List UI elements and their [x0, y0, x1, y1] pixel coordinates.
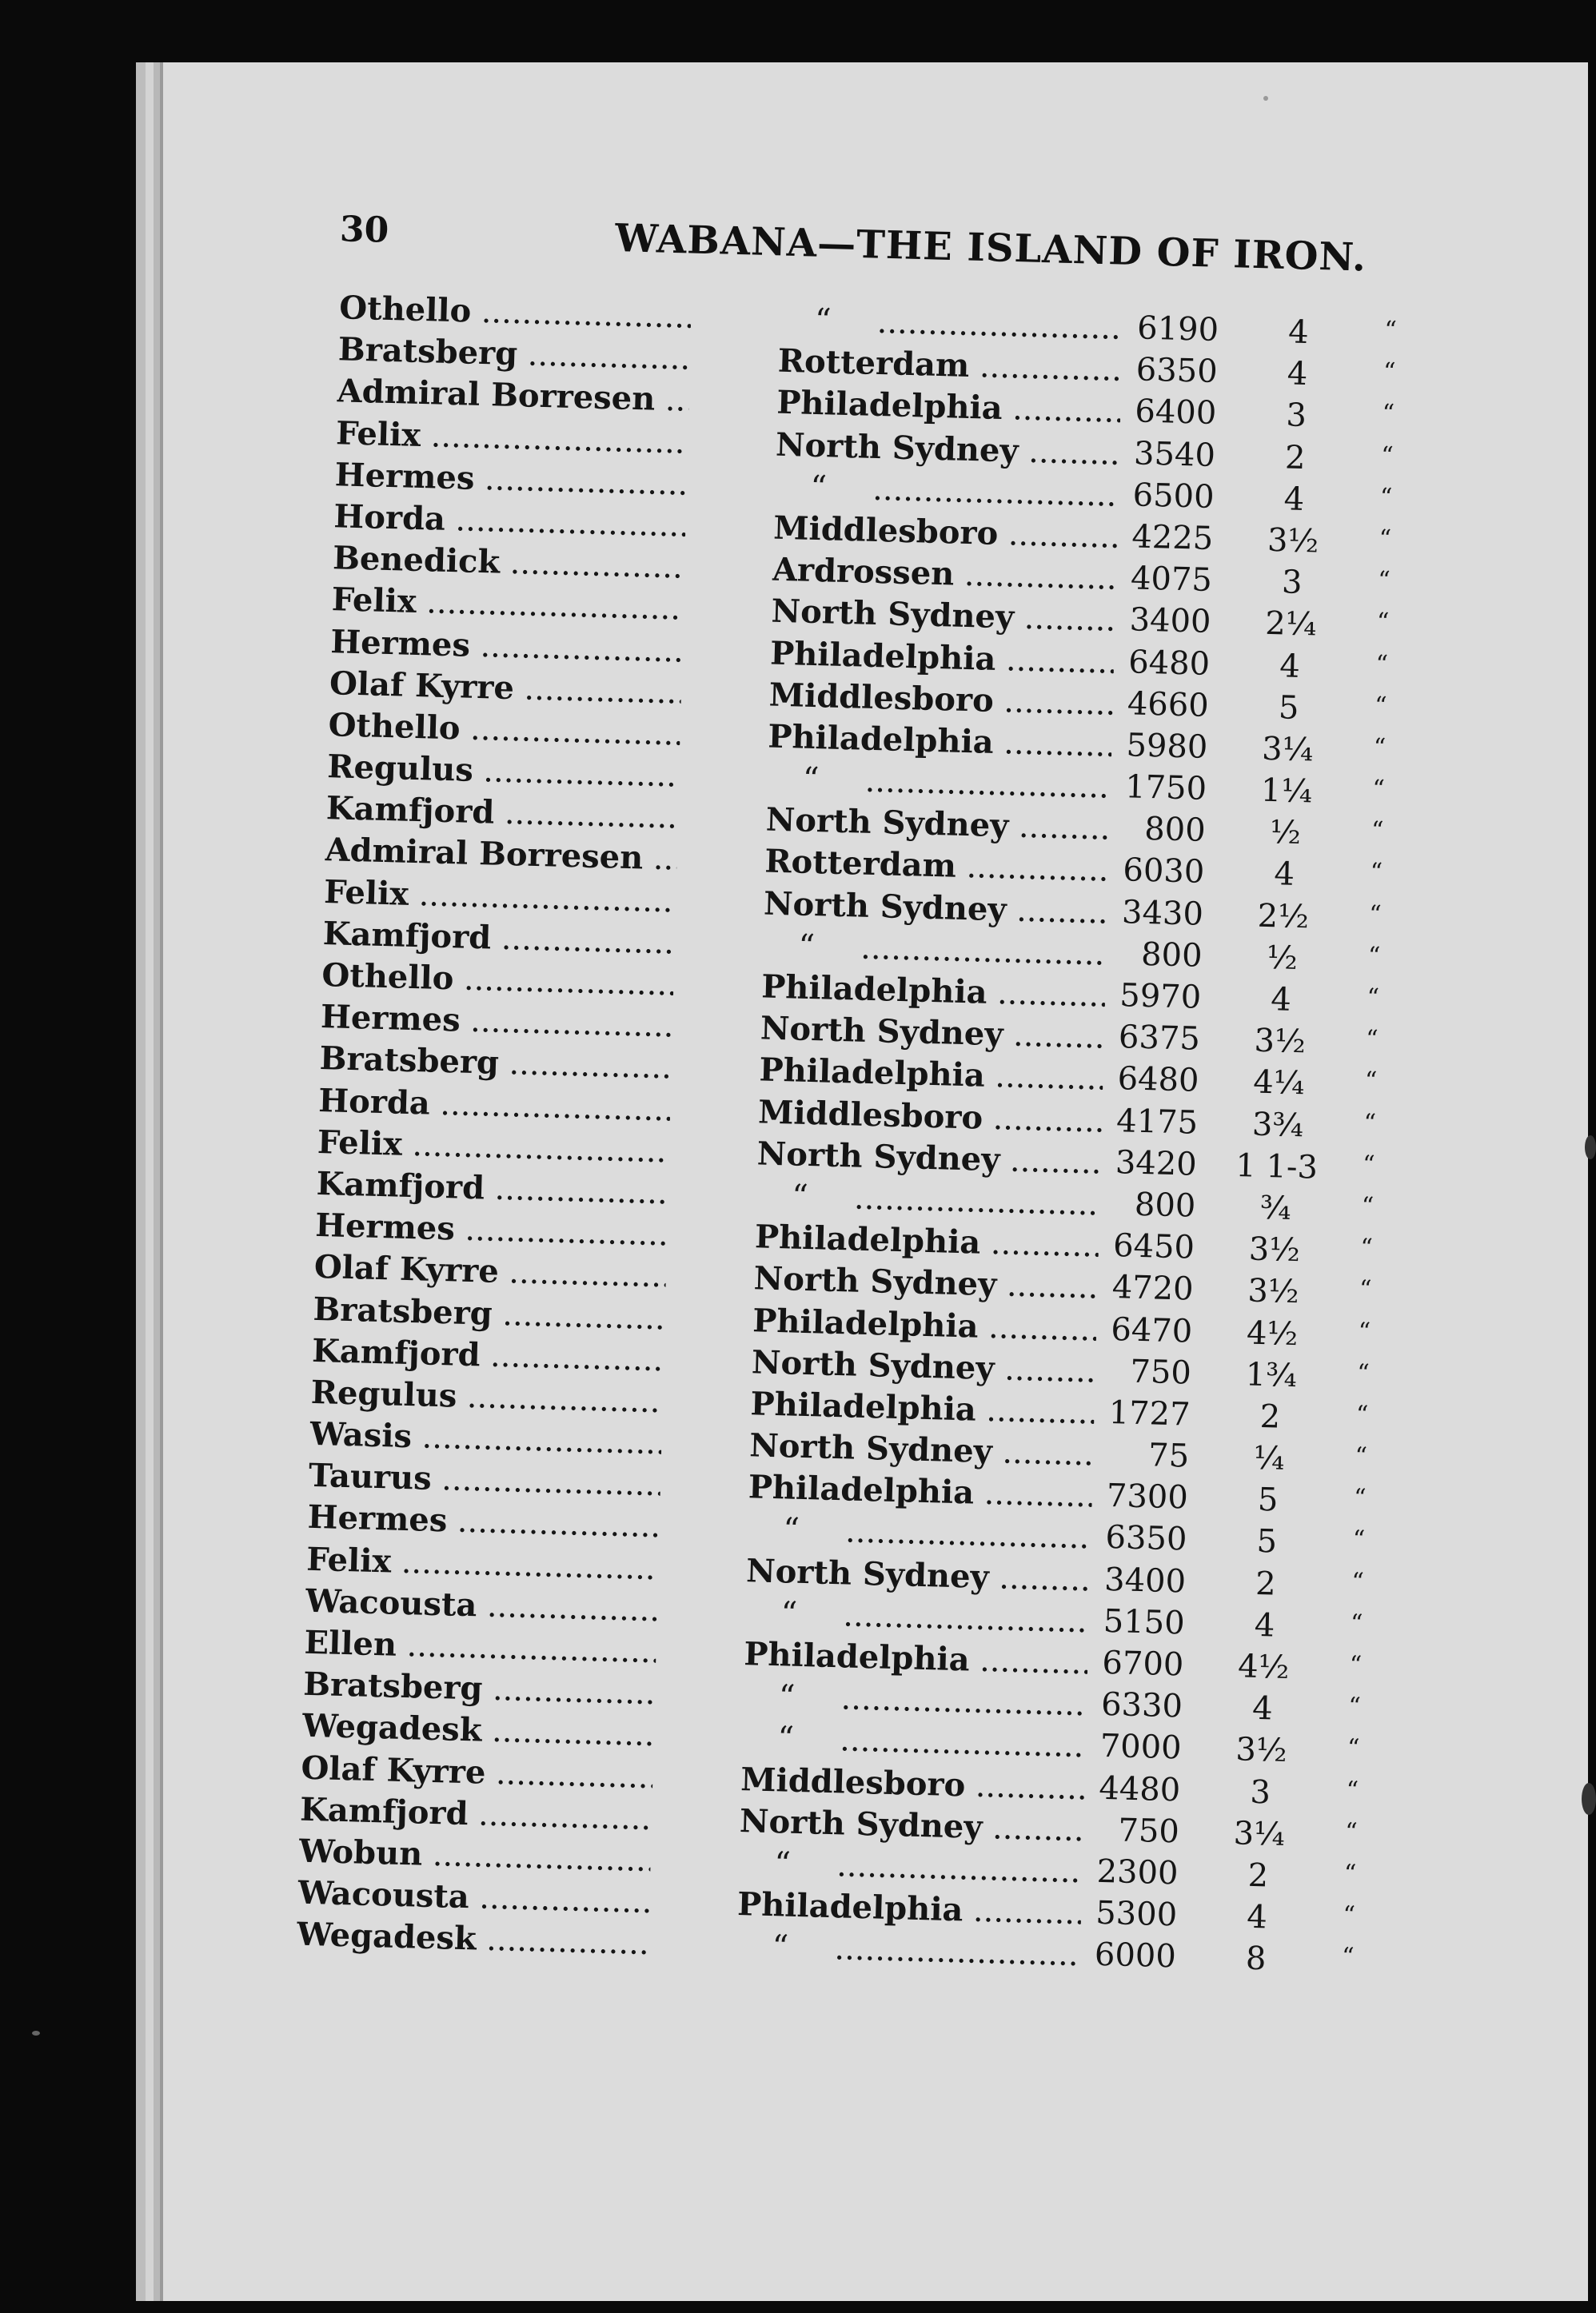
destination-port: [736, 1927, 1080, 1973]
loading-days: 3½: [1248, 1230, 1301, 1270]
loading-days: 2: [1259, 1398, 1281, 1436]
ditto-mark: “: [1355, 1400, 1369, 1430]
ditto-mark: “: [1383, 357, 1396, 387]
ship-name: Regulus .....: [327, 748, 680, 795]
ditto-mark: “: [797, 927, 816, 965]
ship-name: Felix .....: [324, 873, 676, 920]
destination-port: [738, 1844, 1083, 1890]
loading-days: 4: [1287, 355, 1308, 393]
margin-speck: [1263, 96, 1268, 101]
ditto-mark: “: [1349, 1650, 1363, 1680]
loading-days: ¾: [1259, 1189, 1292, 1227]
ship-name: Olaf Kyrre .....: [329, 664, 681, 712]
destination-port: Rotterdam .....: [764, 843, 1109, 889]
ditto-mark: “: [1341, 1943, 1355, 1972]
ship-name: Kamfjord .....: [300, 1790, 652, 1837]
margin-speck: [32, 2031, 40, 2036]
loading-days: 3¾: [1251, 1106, 1304, 1144]
loading-days: 4: [1254, 1606, 1275, 1645]
ship-name: Benedick .....: [333, 539, 685, 586]
ship-name: Horda .....: [318, 1082, 671, 1129]
ship-name: Ellen .....: [304, 1624, 656, 1671]
shipment-table: [256, 288, 1458, 1987]
ship-name: Felix .....: [306, 1540, 659, 1587]
loading-days: 2: [1255, 1565, 1277, 1603]
loading-days: 4: [1283, 481, 1305, 518]
cargo-tons: 4175: [1115, 1102, 1199, 1142]
ditto-mark: “: [814, 301, 832, 340]
cargo-tons: 6190: [1136, 309, 1219, 349]
ship-name: Admiral Borresen .....: [337, 373, 689, 420]
ship-name: Taurus .....: [309, 1457, 661, 1504]
cargo-tons: 800: [1143, 811, 1207, 850]
ditto-mark: “: [1358, 1317, 1371, 1346]
destination-port: Philadelphia .....: [755, 1218, 1099, 1264]
ship-name: Kamfjord .....: [325, 789, 678, 836]
loading-days: 2¼: [1264, 605, 1318, 644]
cargo-tons: 6480: [1117, 1060, 1200, 1100]
destination-port: North Sydney .....: [763, 884, 1107, 931]
ditto-mark: “: [776, 1720, 795, 1758]
destination-port: Philadelphia .....: [737, 1885, 1082, 1932]
loading-days: 1¼: [1260, 772, 1313, 811]
loading-days: ½: [1269, 814, 1302, 852]
ditto-mark: “: [1350, 1609, 1363, 1638]
destination-port: [741, 1718, 1086, 1765]
ditto-mark: “: [1351, 1567, 1365, 1597]
cargo-tons: 6330: [1100, 1686, 1183, 1725]
ship-name: Hermes .....: [330, 623, 683, 670]
loading-days: 3½: [1267, 521, 1319, 560]
cargo-tons: 5970: [1119, 977, 1202, 1016]
cargo-tons: 2300: [1096, 1852, 1179, 1892]
loading-days: 4: [1273, 855, 1295, 894]
ship-name: Felix .....: [336, 414, 688, 461]
ditto-mark: “: [1363, 1108, 1377, 1138]
destination-port: [756, 1176, 1100, 1222]
destination-port: North Sydney .....: [739, 1802, 1083, 1848]
destination-port: Philadelphia .....: [768, 717, 1112, 764]
ditto-mark: “: [1383, 316, 1398, 345]
loading-days: 3: [1249, 1773, 1271, 1811]
cargo-tons: 5150: [1103, 1602, 1186, 1642]
ditto-mark: “: [778, 1678, 796, 1716]
loading-days: 2: [1284, 438, 1307, 477]
cargo-tons: 6350: [1135, 351, 1219, 391]
destination-port: Philadelphia .....: [752, 1302, 1097, 1348]
ditto-mark: “: [1382, 399, 1395, 429]
cargo-tons: 800: [1134, 1186, 1196, 1225]
ditto-mark: “: [1352, 1525, 1366, 1554]
cargo-tons: 4225: [1131, 518, 1214, 557]
ditto-mark: “: [1361, 1192, 1375, 1221]
cargo-tons: 7000: [1099, 1728, 1183, 1767]
cargo-tons: 6000: [1094, 1936, 1177, 1976]
loading-days: 4: [1279, 647, 1301, 685]
ship-name: Regulus .....: [310, 1374, 663, 1421]
loading-days: 4: [1251, 1689, 1274, 1728]
cargo-tons: 6350: [1105, 1519, 1187, 1559]
loading-days: 3¼: [1261, 730, 1315, 769]
ditto-mark: “: [782, 1511, 800, 1549]
destination-port: [767, 760, 1111, 806]
destination-port: Philadelphia .....: [761, 967, 1106, 1014]
cargo-tons: 6030: [1122, 851, 1205, 891]
destination-port: Philadelphia .....: [770, 634, 1115, 680]
ship-name: Admiral Borresen .....: [325, 831, 677, 879]
ditto-mark: “: [1359, 1234, 1374, 1262]
ditto-mark: “: [1343, 1900, 1356, 1930]
ship-name: Bratsberg .....: [319, 1039, 672, 1087]
cargo-tons: 3540: [1133, 434, 1216, 474]
loading-days: 4½: [1246, 1314, 1299, 1353]
destination-port: [742, 1677, 1087, 1723]
ship-name: Hermes .....: [334, 456, 687, 503]
ship-name: Othello .....: [328, 706, 680, 753]
ship-name: Wacousta .....: [297, 1874, 650, 1921]
loading-days: 5: [1257, 1482, 1279, 1519]
ship-name: Bratsberg .....: [337, 330, 690, 377]
loading-days: 3½: [1254, 1022, 1307, 1061]
ditto-mark: “: [1359, 1275, 1372, 1304]
ship-name: Othello .....: [321, 956, 674, 1003]
ditto-mark: “: [1347, 1734, 1360, 1763]
destination-port: Middlesboro .....: [773, 509, 1118, 556]
ditto-mark: “: [1375, 649, 1389, 679]
ditto-mark: “: [1376, 608, 1390, 637]
ditto-mark: “: [1380, 441, 1395, 470]
ship-name: Wobun .....: [298, 1832, 651, 1880]
loading-days: 1 1-3: [1235, 1147, 1319, 1186]
destination-port: North Sydney .....: [753, 1260, 1098, 1306]
destination-port: North Sydney .....: [765, 801, 1110, 847]
ship-name: Olaf Kyrre .....: [301, 1749, 653, 1796]
loading-days: ½: [1266, 939, 1299, 977]
destination-port: North Sydney .....: [746, 1552, 1091, 1598]
ditto-mark: “: [1344, 1817, 1359, 1847]
destination-port: Ardrossen .....: [772, 551, 1116, 597]
ditto-mark: “: [780, 1595, 798, 1633]
ditto-mark: “: [1353, 1484, 1367, 1513]
ship-name: Felix .....: [317, 1123, 669, 1170]
ditto-mark: “: [1371, 775, 1386, 804]
cargo-tons: 1750: [1124, 768, 1207, 808]
ship-name: Bratsberg .....: [303, 1665, 656, 1713]
ditto-mark: “: [1371, 816, 1384, 845]
cargo-tons: 7300: [1106, 1478, 1189, 1517]
ship-name: Wacousta .....: [305, 1582, 657, 1629]
destination-port: [779, 301, 1123, 347]
ship-name: Wasis .....: [309, 1415, 662, 1462]
running-head: WABANA—THE ISLAND OF IRON.: [614, 216, 1367, 281]
cargo-tons: 6375: [1118, 1019, 1201, 1058]
ditto-mark: “: [1377, 566, 1391, 595]
page-number: 30: [339, 209, 389, 251]
ship-name: Hermes .....: [307, 1498, 660, 1545]
loading-days: 4¼: [1252, 1063, 1306, 1103]
loading-days: 3: [1285, 397, 1307, 435]
cargo-tons: 3420: [1115, 1143, 1198, 1183]
ditto-mark: “: [1346, 1776, 1359, 1805]
ship-name: Hermes .....: [315, 1206, 668, 1254]
destination-port: Philadelphia .....: [776, 384, 1121, 430]
loading-days: 3½: [1235, 1731, 1288, 1770]
loading-days: 3½: [1247, 1272, 1300, 1311]
loading-days: 2: [1247, 1856, 1269, 1895]
destination-port: Rotterdam .....: [777, 342, 1122, 389]
ditto-mark: “: [1356, 1358, 1371, 1388]
destination-port: [744, 1593, 1089, 1640]
ditto-mark: “: [1368, 899, 1383, 929]
destination-port: North Sydney .....: [775, 425, 1119, 472]
ship-name: Kamfjord .....: [322, 915, 675, 962]
loading-days: 4½: [1237, 1648, 1290, 1686]
ship-name: Kamfjord .....: [316, 1165, 668, 1212]
ditto-mark: “: [1379, 483, 1393, 512]
ditto-mark: “: [773, 1845, 792, 1883]
ditto-mark: “: [1347, 1693, 1362, 1721]
ditto-mark: “: [1367, 983, 1380, 1012]
margin-speck: [1582, 1783, 1596, 1815]
ship-name: Horda .....: [333, 497, 686, 544]
cargo-tons: 6400: [1134, 393, 1217, 433]
ditto-mark: “: [1355, 1442, 1368, 1471]
destination-port: [747, 1510, 1091, 1557]
ditto-mark: “: [791, 1178, 809, 1215]
ditto-mark: “: [802, 760, 820, 799]
destination-port: Middlesboro .....: [740, 1761, 1085, 1807]
loading-days: 3¼: [1233, 1814, 1286, 1853]
destination-port: [762, 926, 1107, 972]
cargo-tons: 4075: [1130, 560, 1213, 600]
ditto-mark: “: [1374, 692, 1387, 720]
destination-port: Philadelphia .....: [759, 1051, 1103, 1098]
cargo-tons: 4660: [1127, 684, 1210, 724]
ditto-mark: “: [809, 469, 828, 507]
destination-port: North Sydney .....: [756, 1135, 1101, 1181]
destination-port: Philadelphia .....: [750, 1385, 1095, 1431]
cargo-tons: 1727: [1108, 1394, 1191, 1434]
loading-days: ¼: [1253, 1439, 1286, 1478]
loading-days: 4: [1270, 981, 1292, 1019]
destination-port: North Sydney .....: [749, 1426, 1094, 1473]
cargo-tons: 750: [1117, 1812, 1180, 1851]
destination-port: North Sydney .....: [751, 1343, 1095, 1390]
cargo-tons: 6480: [1127, 643, 1211, 683]
ditto-mark: “: [1343, 1859, 1357, 1888]
ship-name: Othello .....: [339, 289, 692, 336]
destination-port: Philadelphia .....: [744, 1635, 1088, 1681]
destination-port: North Sydney .....: [771, 592, 1115, 639]
cargo-tons: 5980: [1125, 727, 1208, 766]
destination-port: Middlesboro .....: [758, 1093, 1103, 1139]
cargo-tons: 3400: [1129, 601, 1212, 641]
loading-days: 1¾: [1245, 1356, 1298, 1394]
destination-port: [774, 467, 1119, 513]
ditto-mark: “: [1365, 1025, 1379, 1054]
ditto-mark: “: [1367, 942, 1381, 971]
ditto-mark: “: [1370, 858, 1383, 887]
cargo-tons: 4720: [1111, 1269, 1195, 1308]
cargo-tons: 75: [1147, 1437, 1190, 1475]
loading-days: 4: [1287, 313, 1310, 352]
cargo-tons: 3430: [1121, 893, 1204, 933]
cargo-tons: 4480: [1098, 1769, 1181, 1809]
loading-days: 5: [1256, 1523, 1278, 1561]
page-binding-edge: [160, 62, 163, 2301]
ship-name: Bratsberg .....: [313, 1290, 665, 1337]
loading-days: 5: [1278, 688, 1299, 727]
cargo-tons: 5300: [1095, 1894, 1178, 1934]
ship-name: Wegadesk .....: [296, 1916, 648, 1963]
ditto-mark: “: [1364, 1067, 1378, 1095]
ditto-mark: “: [1379, 524, 1392, 553]
ship-name: Felix .....: [331, 580, 684, 628]
cargo-tons: 800: [1140, 935, 1203, 975]
destination-port: North Sydney .....: [760, 1010, 1104, 1056]
ship-name: Kamfjord .....: [312, 1332, 664, 1379]
destination-port: Middlesboro .....: [768, 676, 1113, 722]
cargo-tons: 750: [1129, 1353, 1192, 1392]
loading-days: 4: [1246, 1898, 1268, 1936]
cargo-tons: 6450: [1112, 1227, 1195, 1266]
ditto-mark: “: [1373, 733, 1387, 762]
loading-days: 3: [1281, 564, 1303, 602]
ditto-mark: “: [1362, 1150, 1375, 1179]
ship-name: Wegadesk .....: [301, 1707, 654, 1754]
cargo-tons: 6470: [1110, 1310, 1193, 1350]
cargo-tons: 6700: [1101, 1644, 1184, 1684]
ship-name: Olaf Kyrre .....: [313, 1248, 666, 1295]
margin-speck: [1585, 1135, 1596, 1159]
ditto-mark: “: [772, 1928, 789, 1967]
cargo-tons: 6500: [1132, 477, 1215, 516]
ship-name: Hermes .....: [321, 998, 673, 1045]
cargo-tons: 3400: [1103, 1561, 1187, 1601]
loading-days: 2½: [1257, 897, 1310, 935]
loading-days: 8: [1245, 1940, 1267, 1978]
destination-port: Philadelphia .....: [748, 1468, 1092, 1514]
